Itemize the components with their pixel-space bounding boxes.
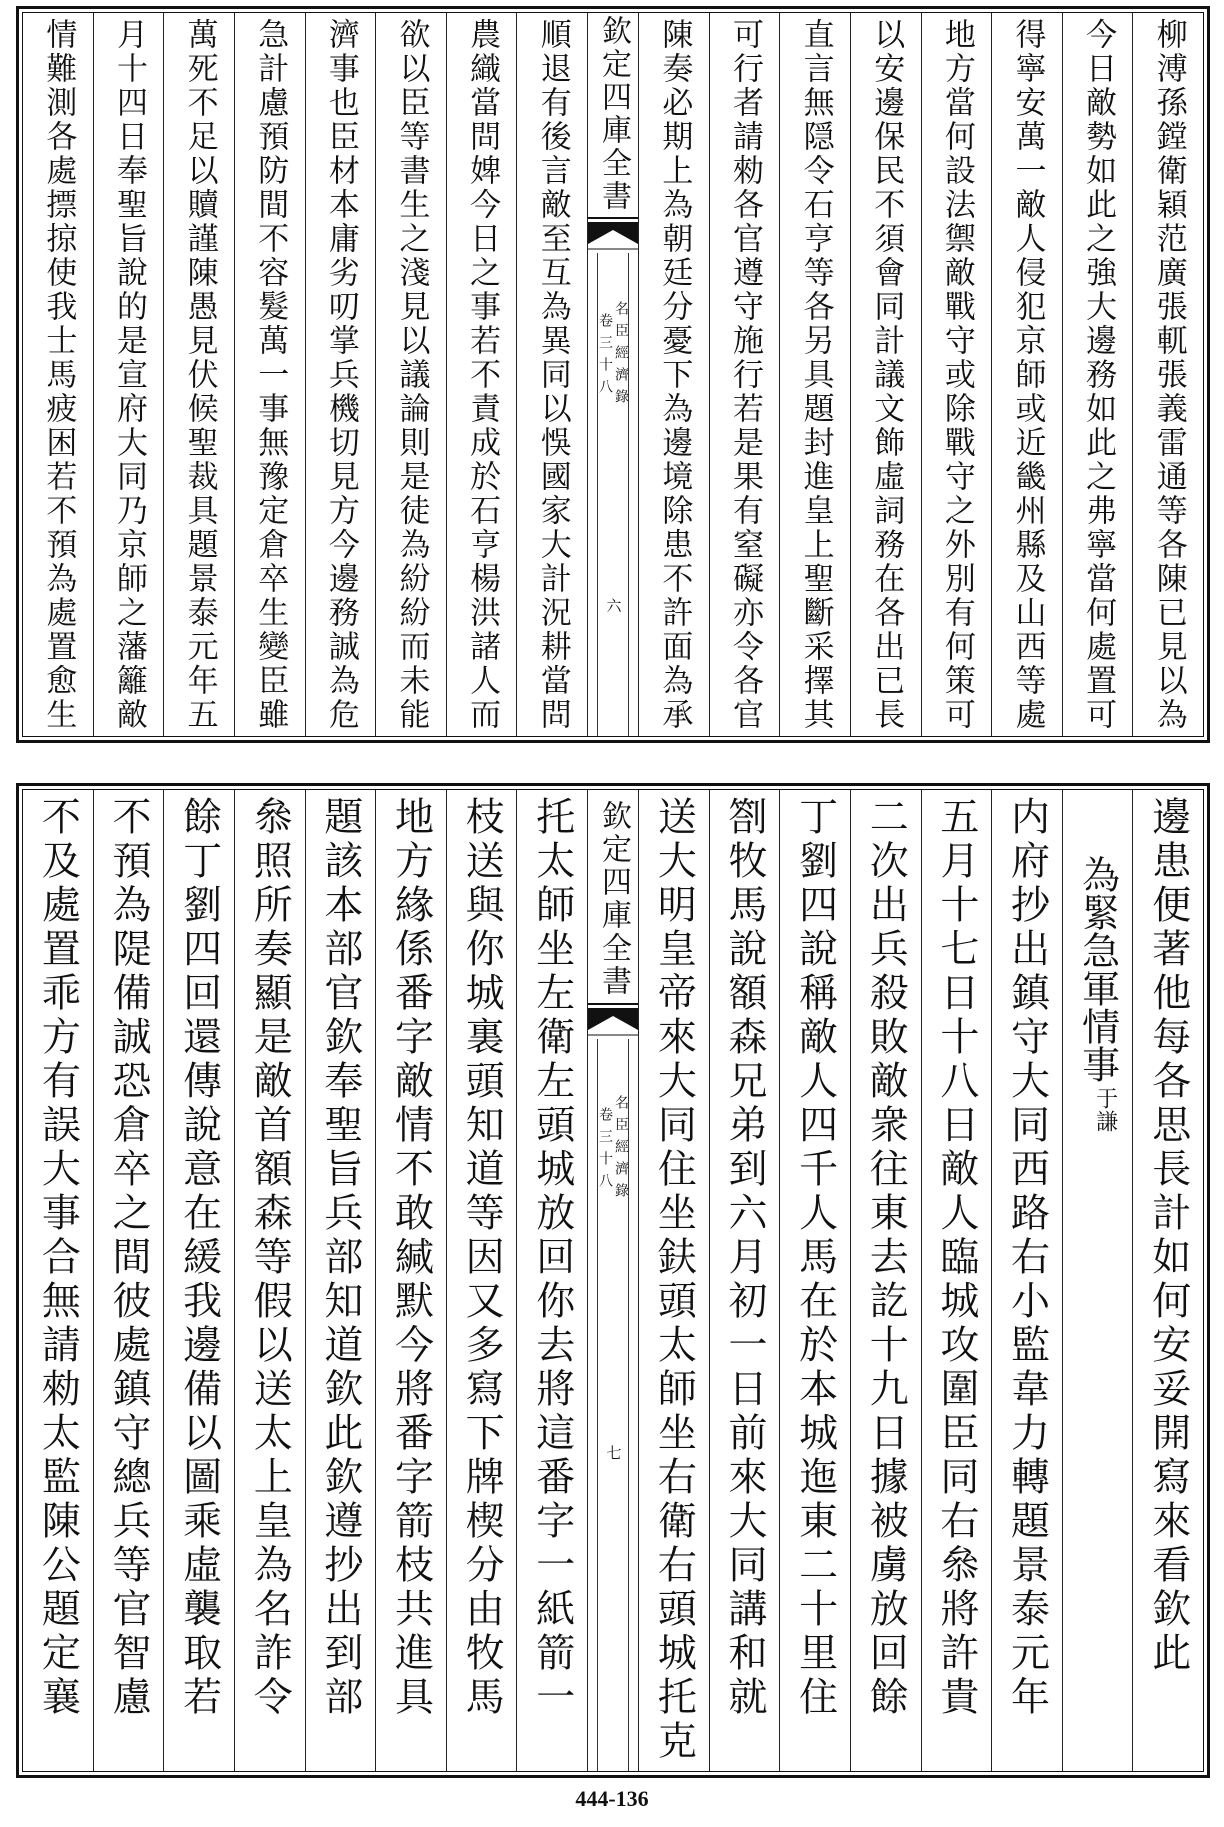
- sheet-frame: [22, 789, 1204, 1772]
- page-sheet-lower: [16, 783, 1210, 1778]
- book-title: 名臣經濟錄: [613, 1095, 629, 1205]
- text-column: [375, 790, 446, 1771]
- column-text: 二次出兵殺敗敵衆往東去訖十九日據被虜放回餘: [863, 796, 909, 1720]
- column-text: 丁劉四說稱敵人四千人馬在於本城迤東二十里住: [792, 796, 838, 1720]
- column-text: 不預為隄備誠恐倉卒之間彼處鎮守總兵等官智慮: [105, 796, 151, 1720]
- column-text: 今日敵勢如此之強大邊務如此之弗寧當何處置可: [1080, 18, 1117, 732]
- text-column: [638, 13, 709, 736]
- column-text: 可行者請勑各官遵守施行若是果有窒礙亦令各官: [726, 18, 763, 732]
- column-text: 農織當問婢今日之事若不責成於石亨楊洪諸人而: [464, 18, 501, 732]
- sheet-frame: [22, 12, 1204, 737]
- column-text: 題該本部官欽奉聖旨兵部知道欽此欽遵抄出到部: [317, 796, 363, 1720]
- column-text: 枝送與你城裏頭知道等因又多寫下牌楔分由牧馬: [459, 796, 505, 1720]
- leaf-number: 七: [604, 1445, 623, 1460]
- volume-label: 卷三十八: [597, 1107, 613, 1195]
- column-text: 送大明皇帝來大同住坐鈇頭太師坐右衛右頭城托克: [651, 796, 697, 1764]
- series-title: 欽定四庫全書: [596, 15, 631, 213]
- text-column: [234, 790, 305, 1771]
- column-text: 急計慮預防間不容髮萬一事無豫定倉卒生變臣雖: [252, 18, 289, 732]
- text-column: [93, 790, 164, 1771]
- column-text: 叅照所奏顯是敵首額森等假以送太上皇為名詐令: [247, 796, 293, 1720]
- series-title: 欽定四庫全書: [596, 800, 631, 998]
- text-column: [779, 790, 850, 1771]
- memorial-title: 為緊急軍情事: [1075, 855, 1120, 1083]
- column-text: 萬死不足以贖謹陳愚見伏候聖裁具題景泰元年五: [181, 18, 218, 732]
- text-column: [991, 13, 1062, 736]
- text-column: [921, 13, 992, 736]
- column-text: 直言無隠令石亨等各另具題封進皇上聖斷采擇其: [797, 18, 834, 732]
- center-caption: [588, 301, 638, 411]
- text-column: [1062, 13, 1133, 736]
- column-text: 邊患便著他每各思長計如何安妥開寫來看欽此: [1145, 796, 1191, 1676]
- text-column: [991, 790, 1062, 1771]
- center-fold-column: [587, 13, 638, 736]
- column-text: 劄牧馬說額森兄弟到六月初一日前來大同講和就: [721, 796, 767, 1720]
- column-text: 順退有後言敵至互為異同以悞國家大計況耕當問: [534, 18, 571, 732]
- text-column: [234, 13, 305, 736]
- page-number: 444-136: [575, 1786, 649, 1811]
- text-column: [850, 13, 921, 736]
- column-text: 餘丁劉四回還傳說意在緩我邊備以圖乘虛襲取若: [176, 796, 222, 1720]
- column-text: 月十四日奉聖旨說的是宣府大同乃京師之藩籬敵: [110, 18, 147, 732]
- text-column: [23, 13, 93, 736]
- text-column: [446, 13, 517, 736]
- text-column: [1132, 790, 1203, 1771]
- column-text: 欲以臣等書生之淺見以議論則是徒為紛紛而未能: [393, 18, 430, 732]
- text-column: [1132, 13, 1203, 736]
- column-text: 地方緣係番字敵情不敢緘默今將番字箭枝共進具: [388, 796, 434, 1720]
- column-text: 以安邊保民不須會同計議文飾虛詞務在各出已長: [868, 18, 905, 732]
- leaf-number: 六: [604, 598, 623, 613]
- text-column: [163, 13, 234, 736]
- text-column: [516, 13, 587, 736]
- volume-label: 卷三十八: [597, 313, 613, 401]
- column-text: 地方當何設法禦敵戰守或除戰守之外別有何策可: [938, 18, 975, 732]
- column-text: 情難測各處摽掠使我士馬疲困若不預為處置愈生: [40, 18, 77, 732]
- center-fold-column: [587, 790, 638, 1771]
- column-text: 柳溥孫鏜衛穎范廣張軏張義雷通等各陳已見以為: [1150, 18, 1187, 732]
- center-caption: [588, 1095, 638, 1205]
- text-column: [921, 790, 992, 1771]
- column-text: 得寧安萬一敵人侵犯京師或近畿州縣及山西等處: [1009, 18, 1046, 732]
- column-text: 托太師坐左衛左頭城放回你去將這番字一紙箭一: [529, 796, 575, 1720]
- column-text: 濟事也臣材本庸劣叨掌兵機切見方今邊務誠為危: [322, 18, 359, 732]
- text-column: [375, 13, 446, 736]
- memorial-heading-column: [1062, 790, 1133, 1771]
- text-column: [305, 790, 376, 1771]
- author-name: 于謙: [1092, 1087, 1118, 1133]
- text-column: [709, 790, 780, 1771]
- column-text: 五月十七日十八日敵人臨城攻圍臣同右叅將許貴: [933, 796, 979, 1720]
- text-column: [93, 13, 164, 736]
- text-column: [516, 790, 587, 1771]
- text-column: [850, 790, 921, 1771]
- column-text: 内府抄出鎮守大同西路右小監韋力轉題景泰元年: [1004, 796, 1050, 1720]
- fishtail-mark: [588, 217, 638, 251]
- book-title: 名臣經濟錄: [613, 301, 629, 411]
- text-column: [779, 13, 850, 736]
- column-text: 不及處置乖方有誤大事合無請勑太監陳公題定襄: [35, 796, 81, 1720]
- text-column: [23, 790, 93, 1771]
- text-column: [709, 13, 780, 736]
- text-column: [638, 790, 709, 1771]
- text-column: [305, 13, 376, 736]
- fishtail-mark: [588, 1003, 638, 1037]
- page-sheet-upper: [16, 6, 1210, 743]
- text-column: [446, 790, 517, 1771]
- text-column: [163, 790, 234, 1771]
- column-text: 陳奏必期上為朝廷分憂下為邊境除患不許面為承: [656, 18, 693, 732]
